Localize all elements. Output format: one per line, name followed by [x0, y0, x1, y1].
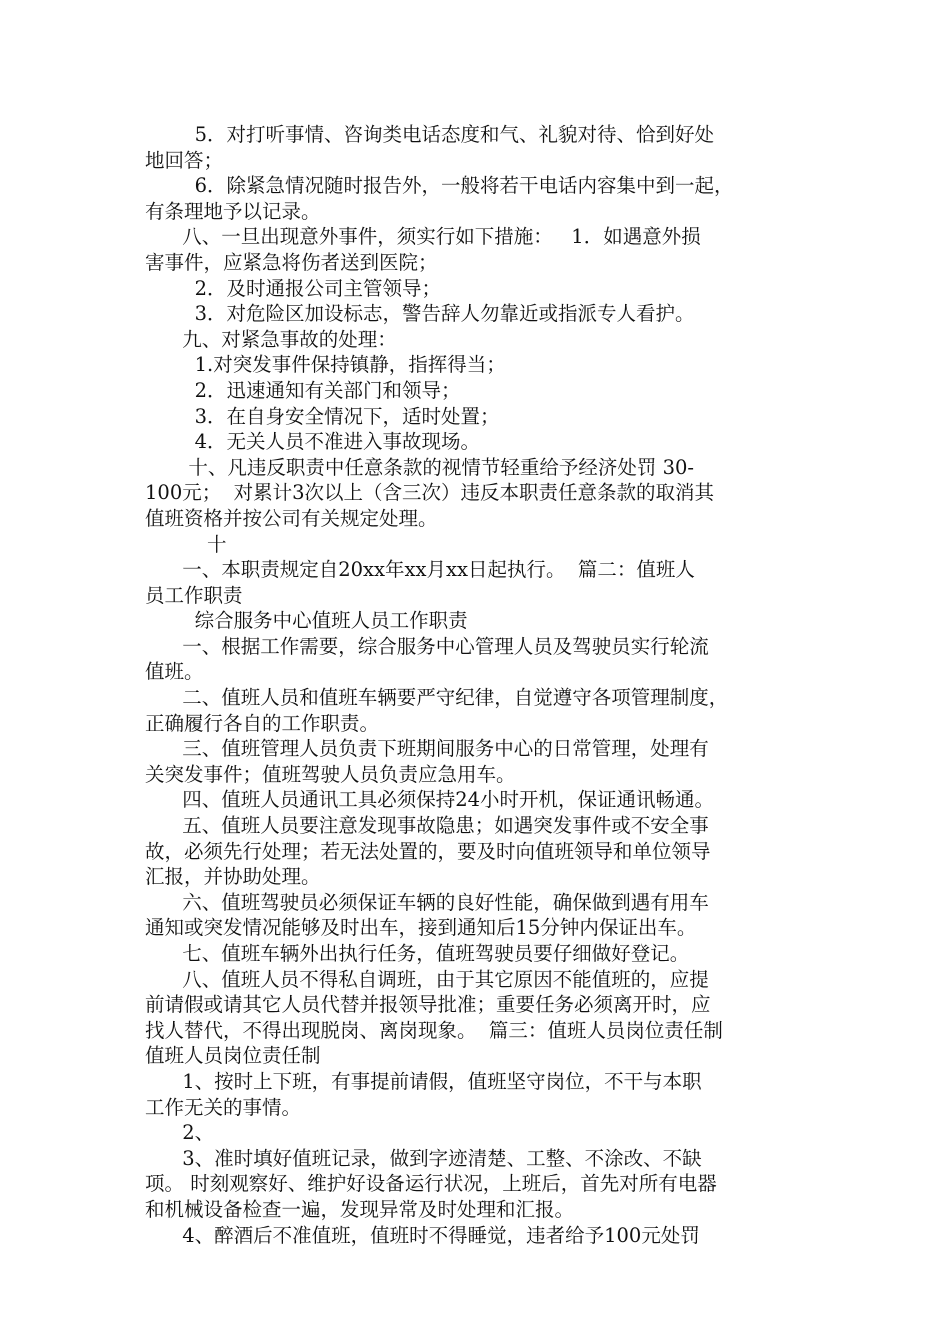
text-line: 3．对危险区加设标志，警告辞人勿靠近或指派专人看护。 — [145, 302, 695, 326]
text-line: 3、准时填好值班记录，做到字迹清楚、工整、不涂改、不缺 — [145, 1146, 702, 1170]
text-line: 和机械设备检查一遍，发现异常及时处理和汇报。 — [145, 1197, 575, 1221]
text-line: 八、一旦出现意外事件，须实行如下措施： 1．如遇意外损 — [145, 225, 701, 249]
text-line: 故，必须先行处理；若无法处置的，要及时向值班领导和单位领导 — [145, 839, 711, 863]
text-line: 地回答； — [145, 148, 224, 172]
text-line: 员工作职责 — [145, 583, 243, 607]
text-line: 七、值班车辆外出执行任务，值班驾驶员要仔细做好登记。 — [145, 942, 690, 965]
text-line: 关突发事件；值班驾驶人员负责应急用车。 — [145, 762, 516, 786]
text-line: 前请假或请其它人员代替并报领导批准；重要任务必须离开时，应 — [145, 993, 711, 1017]
document-body — [145, 122, 815, 1248]
text-line: 项。 时刻观察好、维护好设备运行状况，上班后，首先对所有电器 — [145, 1172, 717, 1196]
text-line: 一、本职责规定自20xx年xx月xx日起执行。 篇二：值班人 — [145, 558, 695, 582]
text-line: 害事件，应紧急将伤者送到医院； — [145, 250, 438, 274]
text-line: 1.对突发事件保持镇静，指挥得当； — [145, 353, 506, 377]
text-line: 正确履行各自的工作职责。 — [145, 711, 380, 735]
text-line: 值班。 — [145, 660, 204, 684]
text-line: 1、按时上下班，有事提前请假，值班坚守岗位，不干与本职 — [145, 1069, 702, 1093]
text-line: 6．除紧急情况随时报告外，一般将若干电话内容集中到一起， — [145, 174, 734, 198]
text-line: 六、值班驾驶员必须保证车辆的良好性能，确保做到遇有用车 — [145, 890, 709, 914]
text-line: 找人替代，不得出现脱岗、离岗现象。 篇三：值班人员岗位责任制 — [145, 1018, 723, 1042]
text-line: 3．在自身安全情况下，适时处置； — [145, 404, 500, 428]
text-line: 汇报，并协助处理。 — [145, 865, 321, 889]
text-line: 100元； 对累计3次以上（含三次）违反本职责任意条款的取消其 — [145, 481, 715, 505]
text-line: 4．无关人员不准进入事故现场。 — [145, 430, 480, 454]
text-line: 2．迅速通知有关部门和领导； — [145, 378, 461, 402]
text-line: 通知或突发情况能够及时出车，接到通知后15分钟内保证出车。 — [145, 916, 697, 940]
text-line: 有条理地予以记录。 — [145, 199, 321, 223]
text-line: 三、值班管理人员负责下班期间服务中心的日常管理，处理有 — [145, 737, 709, 761]
text-line: 4、醉酒后不准值班，值班时不得睡觉，违者给予100元处罚 — [145, 1223, 700, 1247]
text-line: 九、对紧急事故的处理： — [145, 327, 397, 351]
text-line: 2、 — [145, 1121, 215, 1145]
text-line: 值班人员岗位责任制 — [145, 1044, 321, 1068]
text-line: 工作无关的事情。 — [145, 1095, 302, 1119]
text-line: 综合服务中心值班人员工作职责 — [145, 609, 468, 633]
text-line: 值班资格并按公司有关规定处理。 — [145, 506, 438, 530]
text-line: 2．及时通报公司主管领导； — [145, 276, 441, 300]
text-line: 二、值班人员和值班车辆要严守纪律，自觉遵守各项管理制度， — [145, 686, 729, 710]
text-line: 一、根据工作需要，综合服务中心管理人员及驾驶员实行轮流 — [145, 634, 709, 658]
text-line: 十 — [145, 532, 227, 556]
text-line: 八、值班人员不得私自调班，由于其它原因不能值班的，应提 — [145, 967, 709, 991]
text-line: 四、值班人员通讯工具必须保持24小时开机，保证通讯畅通。 — [145, 788, 715, 812]
text-line: 5．对打听事情、咨询类电话态度和气、礼貌对待、恰到好处 — [145, 123, 714, 146]
text-line: 十、凡违反职责中任意条款的视情节轻重给予经济处罚 30- — [145, 455, 694, 479]
text-line: 五、值班人员要注意发现事故隐患；如遇突发事件或不安全事 — [145, 814, 709, 838]
